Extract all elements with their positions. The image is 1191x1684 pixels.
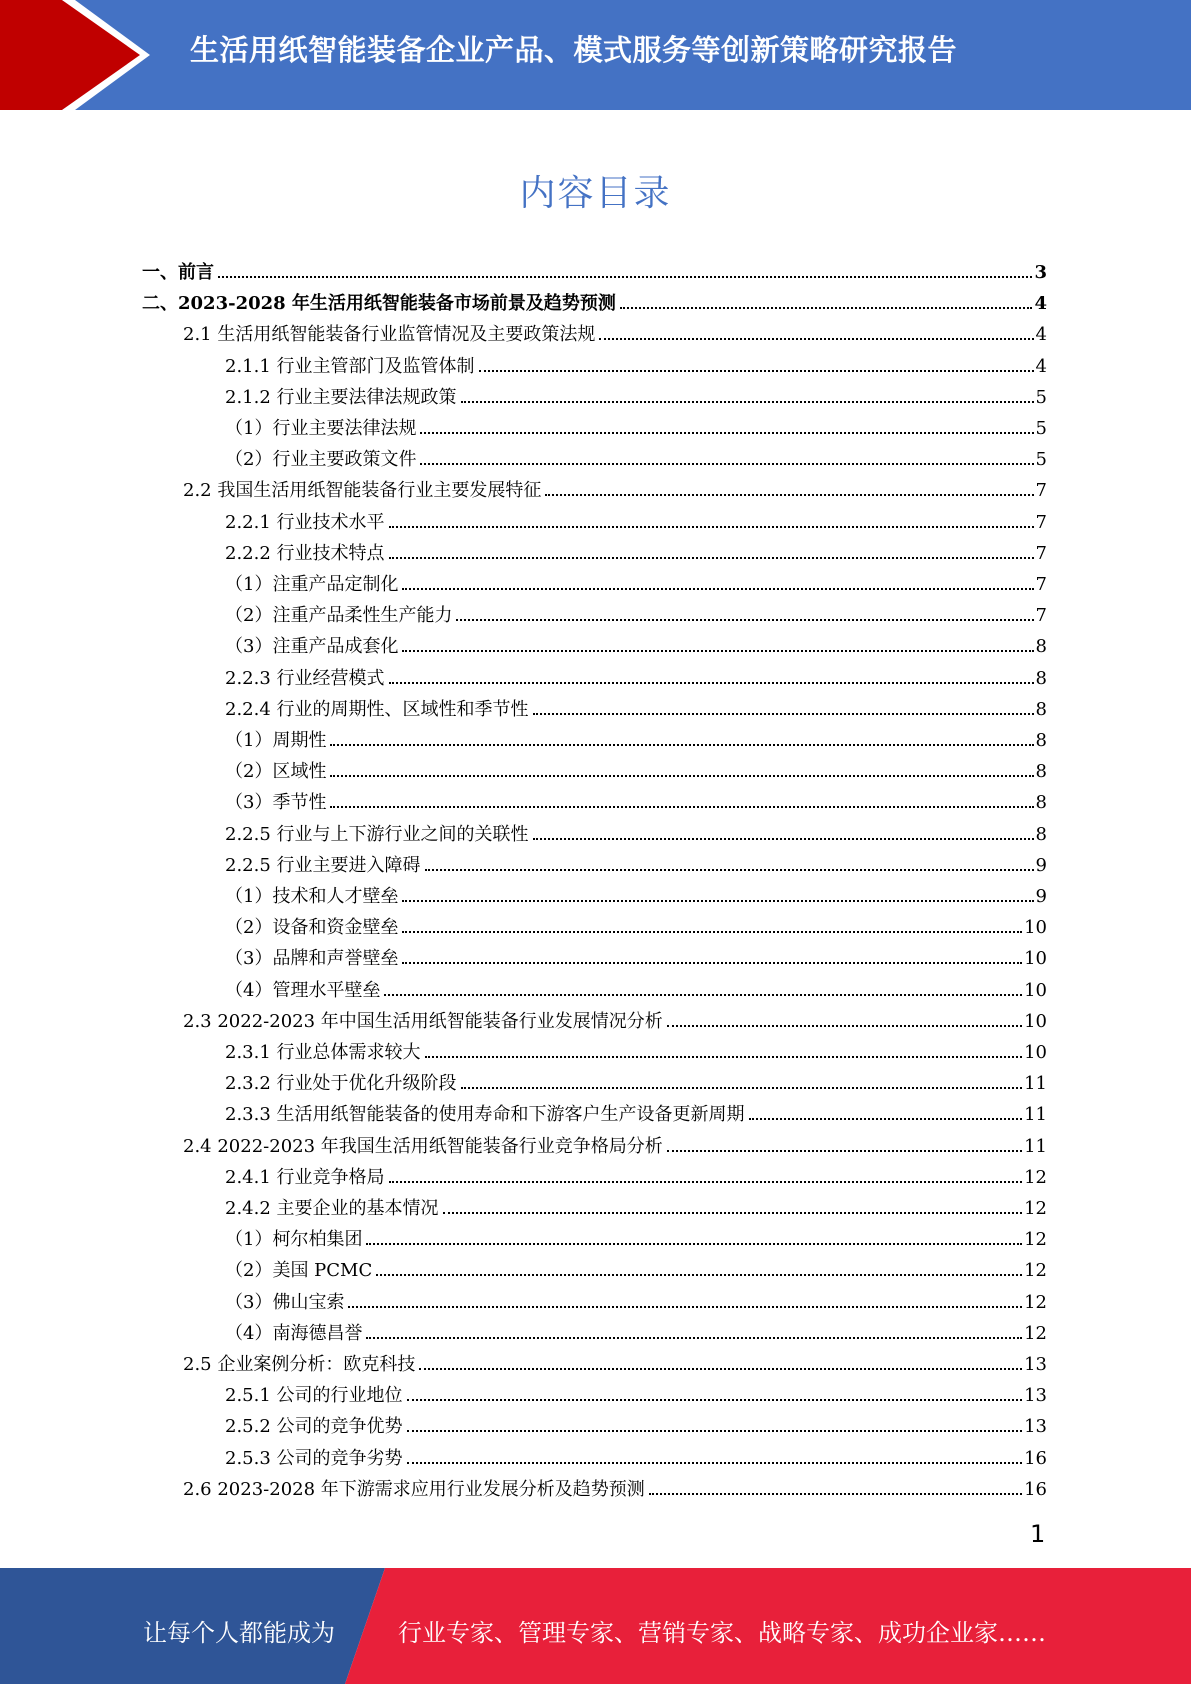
toc-entry-title: （2）美国 PCMC: [225, 1260, 373, 1282]
toc-leader-dots: [389, 682, 1034, 684]
toc-entry-title: （4）南海德昌誉: [225, 1322, 363, 1344]
toc-entry-page: 4: [1035, 324, 1047, 346]
toc-entry-page: 8: [1035, 792, 1047, 814]
toc-leader-dots: [330, 806, 1033, 808]
toc-entry[interactable]: [142, 253, 1047, 284]
toc-entry-title: 一、前言: [142, 262, 214, 283]
toc-entry[interactable]: [225, 534, 1047, 565]
toc-entry-page: 12: [1024, 1291, 1047, 1313]
toc-entry[interactable]: [183, 1127, 1047, 1158]
footer-slogan-left: 让每个人都能成为: [143, 1619, 335, 1647]
toc-entry-title: （1）周期性: [225, 730, 327, 751]
toc-entry-page: 12: [1024, 1322, 1047, 1344]
toc-entry-page: 5: [1035, 418, 1047, 439]
footer-band: [0, 1568, 1191, 1684]
toc-entry-page: 12: [1024, 1166, 1047, 1188]
toc-entry-title: （2）区域性: [225, 761, 327, 783]
toc-entry-title: （2）注重产品柔性生产能力: [225, 605, 453, 627]
toc-leader-dots: [402, 931, 1022, 933]
toc-entry[interactable]: [225, 908, 1047, 939]
toc-entry[interactable]: [225, 1251, 1047, 1282]
toc-leader-dots: [402, 962, 1022, 964]
toc-entry-page: 9: [1035, 886, 1047, 907]
toc-entry-title: 2.6 2023-2028 年下游需求应用行业发展分析及趋势预测: [183, 1478, 645, 1500]
toc-entry[interactable]: [225, 846, 1047, 877]
toc-entry-page: 3: [1034, 262, 1047, 283]
footer-slogan-right: 行业专家、管理专家、营销专家、战略专家、成功企业家……: [398, 1619, 1046, 1647]
toc-leader-dots: [419, 1368, 1022, 1370]
toc-entry-title: （3）品牌和声誉壁垒: [225, 948, 399, 970]
toc-leader-dots: [533, 713, 1034, 715]
toc-entry-title: （1）技术和人才壁垒: [225, 886, 399, 907]
toc-entry-page: 13: [1024, 1354, 1047, 1375]
toc-entry[interactable]: [225, 596, 1047, 627]
toc-entry[interactable]: [225, 1158, 1047, 1189]
toc-entry-title: 2.5.3 公司的竞争劣势: [225, 1447, 403, 1469]
toc-leader-dots: [407, 1399, 1023, 1401]
toc-entry-page: 8: [1035, 636, 1047, 658]
toc-leader-dots: [330, 744, 1033, 746]
toc-entry[interactable]: [225, 1407, 1047, 1438]
toc-entry[interactable]: [183, 1345, 1047, 1376]
toc-entry-title: （1）行业主要法律法规: [225, 418, 417, 439]
toc-entry[interactable]: [225, 939, 1047, 970]
toc-entry-page: 8: [1035, 730, 1047, 751]
toc-leader-dots: [376, 1274, 1022, 1276]
toc-entry[interactable]: [225, 627, 1047, 658]
toc-entry[interactable]: [225, 877, 1047, 908]
toc-leader-dots: [599, 338, 1033, 340]
page-number: 1: [1030, 1520, 1046, 1548]
toc-entry[interactable]: [225, 1189, 1047, 1220]
toc-leader-dots: [620, 307, 1033, 309]
toc-entry-page: 10: [1024, 1010, 1047, 1032]
toc-entry[interactable]: [225, 659, 1047, 690]
toc-entry-page: 8: [1035, 761, 1047, 783]
toc-entry[interactable]: [225, 503, 1047, 534]
toc-leader-dots: [384, 994, 1022, 996]
toc-leader-dots: [545, 494, 1033, 496]
toc-entry-title: 2.2.2 行业技术特点: [225, 542, 385, 564]
toc-entry-page: 12: [1024, 1198, 1047, 1219]
toc-entry-title: 2.4.1 行业竞争格局: [225, 1166, 385, 1188]
toc-entry-title: 2.1 生活用纸智能装备行业监管情况及主要政策法规: [183, 324, 596, 346]
toc-entry[interactable]: [225, 1439, 1047, 1470]
toc-entry-page: 12: [1024, 1260, 1047, 1282]
toc-entry-page: 7: [1035, 511, 1047, 533]
toc-leader-dots: [461, 1087, 1023, 1089]
toc-entry[interactable]: [225, 409, 1047, 440]
toc-leader-dots: [402, 650, 1033, 652]
toc-entry-page: 10: [1024, 948, 1047, 970]
toc-leader-dots: [402, 900, 1033, 902]
toc-entry-title: 2.2 我国生活用纸智能装备行业主要发展特征: [183, 480, 542, 502]
toc-entry[interactable]: [225, 378, 1047, 409]
toc-title: 内容目录: [519, 173, 672, 214]
toc-entry-title: 2.1.1 行业主管部门及监管体制: [225, 355, 475, 377]
toc-entry[interactable]: [225, 347, 1047, 378]
toc-entry-title: 2.2.5 行业与上下游行业之间的关联性: [225, 823, 529, 845]
toc-entry[interactable]: [225, 752, 1047, 783]
toc-entry-page: 10: [1024, 917, 1047, 939]
toc-entry-page: 16: [1024, 1447, 1047, 1469]
toc-entry[interactable]: [225, 1220, 1047, 1251]
toc-entry-page: 13: [1024, 1385, 1047, 1407]
toc-entry-page: 5: [1035, 386, 1047, 408]
toc-leader-dots: [667, 1025, 1022, 1027]
toc-entry-page: 16: [1024, 1478, 1047, 1500]
toc-entry-title: 2.2.4 行业的周期性、区域性和季节性: [225, 698, 529, 720]
toc-entry-page: 10: [1024, 979, 1047, 1001]
toc-entry-title: （3）注重产品成套化: [225, 636, 399, 658]
toc-entry[interactable]: [142, 284, 1047, 315]
toc-entry-page: 7: [1035, 480, 1047, 502]
toc-entry-page: 7: [1035, 605, 1047, 627]
toc-entry-page: 8: [1035, 667, 1047, 689]
toc-entry[interactable]: [225, 815, 1047, 846]
toc-entry[interactable]: [183, 1470, 1047, 1501]
toc-entry[interactable]: [183, 315, 1047, 346]
toc-entry-title: （1）注重产品定制化: [225, 574, 399, 595]
toc-entry-title: 2.3.2 行业处于优化升级阶段: [225, 1073, 457, 1095]
toc-entry[interactable]: [225, 690, 1047, 721]
toc-entry-page: 13: [1024, 1416, 1047, 1438]
toc-entry[interactable]: [225, 1033, 1047, 1064]
toc-leader-dots: [402, 588, 1033, 590]
toc-entry-page: 11: [1024, 1135, 1047, 1157]
toc-entry[interactable]: [225, 1283, 1047, 1314]
toc-leader-dots: [667, 1150, 1022, 1152]
toc-entry[interactable]: [225, 1314, 1047, 1345]
toc-leader-dots: [389, 526, 1034, 528]
toc-leader-dots: [330, 775, 1033, 777]
toc-entry-page: 8: [1035, 698, 1047, 720]
toc-entry[interactable]: [183, 1002, 1047, 1033]
toc-entry[interactable]: [225, 440, 1047, 471]
toc-leader-dots: [456, 619, 1033, 621]
header-arrow-icon: [0, 0, 160, 110]
toc-entry-title: （4）管理水平壁垒: [225, 979, 381, 1001]
toc-leader-dots: [420, 432, 1033, 434]
toc-leader-dots: [366, 1337, 1022, 1339]
toc-leader-dots: [218, 276, 1032, 278]
toc-entry-title: 2.2.3 行业经营模式: [225, 667, 385, 689]
toc-leader-dots: [461, 401, 1034, 403]
toc-entry[interactable]: [225, 1376, 1047, 1407]
toc-leader-dots: [443, 1212, 1023, 1214]
toc-entry[interactable]: [183, 471, 1047, 502]
toc-entry-title: 二、2023-2028 年生活用纸智能装备市场前景及趋势预测: [142, 293, 616, 315]
toc-leader-dots: [407, 1430, 1023, 1432]
toc-leader-dots: [366, 1243, 1022, 1245]
toc-leader-dots: [348, 1306, 1022, 1308]
toc-entry-title: 2.1.2 行业主要法律法规政策: [225, 386, 457, 408]
toc-leader-dots: [533, 838, 1034, 840]
toc-entry-page: 4: [1034, 293, 1047, 315]
toc-entry-page: 7: [1035, 574, 1047, 595]
toc-entry-page: 12: [1024, 1229, 1047, 1251]
header-band: [0, 0, 1191, 110]
toc-entry-page: 5: [1035, 449, 1047, 471]
toc-leader-dots: [389, 557, 1034, 559]
toc-entry-page: 10: [1024, 1042, 1047, 1063]
toc-leader-dots: [389, 1181, 1023, 1183]
toc-entry-page: 4: [1035, 355, 1047, 377]
toc-entry-page: 9: [1035, 854, 1047, 876]
toc-entry-title: （3）季节性: [225, 792, 327, 814]
toc-entry-title: 2.4.2 主要企业的基本情况: [225, 1198, 439, 1219]
toc-entry-title: 2.4 2022-2023 年我国生活用纸智能装备行业竞争格局分析: [183, 1135, 663, 1157]
toc-entry-title: 2.3.3 生活用纸智能装备的使用寿命和下游客户生产设备更新周期: [225, 1104, 745, 1126]
toc-entry-page: 7: [1035, 542, 1047, 564]
toc-entry-page: 11: [1024, 1104, 1047, 1126]
toc-entry-title: （1）柯尔柏集团: [225, 1229, 363, 1251]
toc-entry[interactable]: [225, 565, 1047, 596]
header-title: 生活用纸智能装备企业产品、模式服务等创新策略研究报告: [190, 33, 958, 67]
toc-entry[interactable]: [225, 1095, 1047, 1126]
toc-entry-title: 2.5 企业案例分析：欧克科技: [183, 1354, 416, 1375]
toc-entry-title: （2）行业主要政策文件: [225, 449, 417, 471]
toc-entry-title: 2.3.1 行业总体需求较大: [225, 1042, 421, 1063]
toc-entry-page: 8: [1035, 823, 1047, 845]
toc-leader-dots: [749, 1118, 1023, 1120]
toc-leader-dots: [479, 370, 1034, 372]
toc-entry-title: （2）设备和资金壁垒: [225, 917, 399, 939]
toc-entry[interactable]: [225, 721, 1047, 752]
toc-entry-title: 2.2.1 行业技术水平: [225, 511, 385, 533]
toc-leader-dots: [407, 1462, 1023, 1464]
toc-leader-dots: [649, 1493, 1022, 1495]
toc-entry-title: 2.5.2 公司的竞争优势: [225, 1416, 403, 1438]
toc-leader-dots: [425, 1056, 1023, 1058]
toc-entry-title: 2.5.1 公司的行业地位: [225, 1385, 403, 1407]
toc-entry-page: 11: [1024, 1073, 1047, 1095]
toc-entry[interactable]: [225, 1064, 1047, 1095]
toc-leader-dots: [425, 869, 1034, 871]
toc-entry[interactable]: [225, 971, 1047, 1002]
toc-entry-title: 2.3 2022-2023 年中国生活用纸智能装备行业发展情况分析: [183, 1010, 663, 1032]
toc-leader-dots: [420, 463, 1033, 465]
toc-entry-title: 2.2.5 行业主要进入障碍: [225, 854, 421, 876]
toc-entry[interactable]: [225, 783, 1047, 814]
toc-entry-title: （3）佛山宝索: [225, 1291, 345, 1313]
